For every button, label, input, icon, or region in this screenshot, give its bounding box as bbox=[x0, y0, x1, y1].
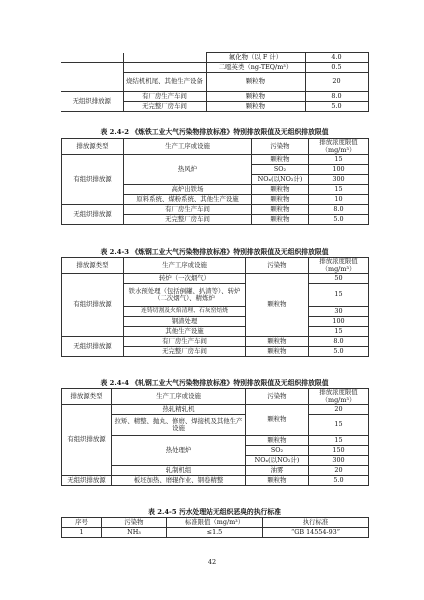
page-number: 42 bbox=[207, 558, 217, 566]
table-caption-2-4-5: 表 2.4-5 污水处理站无组织恶臭的执行标准 bbox=[148, 508, 281, 516]
table-wastewater-odor: 序号 污染物 标准限值（mg/m³） 执行标准 1 NH₃ ≤1.5 “GB 14554-93” bbox=[61, 517, 369, 538]
cell-fluoride: 氟化物（以 F 计） bbox=[206, 53, 305, 63]
cell-dioxin: 二噁英类（ng-TEQ/m³） bbox=[206, 63, 305, 73]
table-caption-2-4-4: 表 2.4-4 《轧钢工业大气污染物排放标准》特别排放限值及无组织排放限值 bbox=[100, 379, 329, 387]
table-rolling-limits: 排放源类型 生产工序或设施 污染物 排放浓度限值（mg/m³） 有组织排放源 热轧精轧机 颗粒物 20 拉矫、精整、抛丸、修磨、焊接机及其他生产设施 15 热处理炉 颗粒物 15 SO₂ 150 NOₓ(以NO₂计) 300 轧制机组 油雾 20 无组织排放源 板坯加热、磨辊作业、钢卷精整 颗粒物 5.0 bbox=[61, 388, 369, 486]
table-ironmaking-limits: 排放源类型 生产工序或设施 污染物 排放浓度限值（mg/m³） 有组织排放源 热风炉 颗粒物 15 SO₂ 100 NOₓ(以NO₂计) 300 高炉出铁场 颗粒物 15 原料系统、煤粉系统、其他生产设施 颗粒物 10 无组织排放源 有厂房生产车间 颗粒物 8.0 无完整厂房车间 颗粒物 5.0 bbox=[61, 138, 369, 225]
table-sintering-continued: 氟化物（以 F 计） 4.0 二噁英类（ng-TEQ/m³） 0.5 烧结机机尾、其他生产设备 颗粒物 20 无组织排放源 有厂房生产车间 颗粒物 8.0 无完整厂房车间 颗粒物 5.0 bbox=[61, 52, 369, 112]
table-caption-2-4-2: 表 2.4-2 《炼铁工业大气污染物排放标准》特别排放限值及无组织排放限值 bbox=[100, 128, 329, 136]
table-steelmaking-limits: 排放源类型 生产工序或设施 污染物 排放浓度限值（mg/m³） 有组织排放源 转炉（一次烟气） 颗粒物 50 铁水预处理（包括倒罐、扒渣等）、转炉（二次烟气）、精炼炉 15 连铸切割及火焰清理、石灰窑焙烧 30 钢渣处理 100 其他生产设施 15 无组织排放源 有厂房生产车间 颗粒物 8.0 无完整厂房车间 颗粒物 5.0 bbox=[61, 257, 369, 357]
table-caption-2-4-3: 表 2.4-3 《炼钢工业大气污染物排放标准》特别排放限值及无组织排放限值 bbox=[100, 248, 329, 256]
